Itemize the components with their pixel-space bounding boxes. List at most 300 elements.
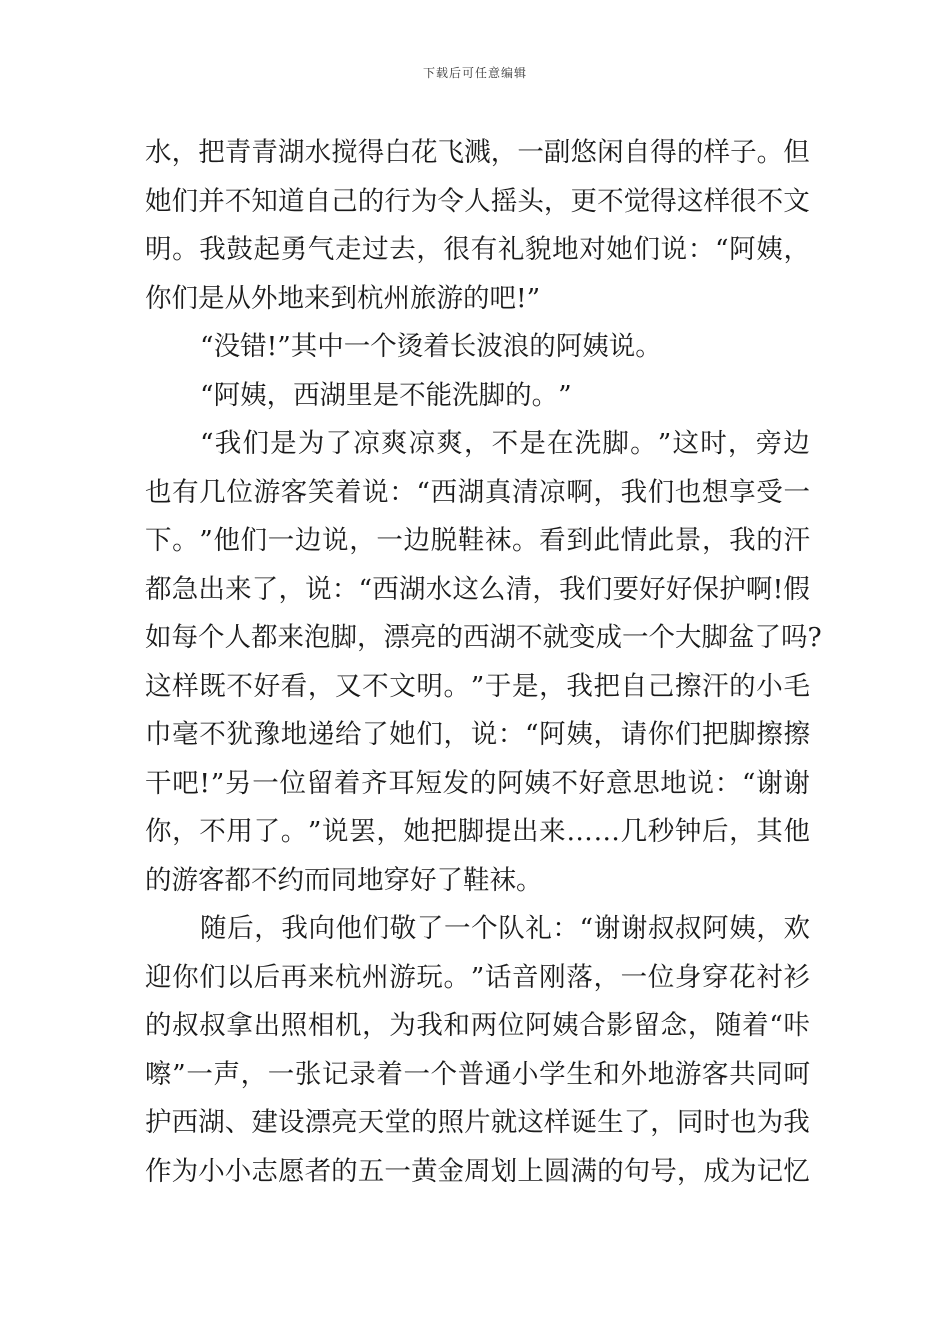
text-char: 人	[224, 622, 251, 653]
text-char: 烫	[396, 331, 424, 362]
text-char: 姨	[552, 1010, 579, 1041]
text-line	[145, 1002, 810, 1051]
page-header-note: 下载后可任意编辑	[422, 66, 527, 80]
text-char: 自	[304, 185, 332, 217]
text-char: 意	[605, 767, 633, 799]
text-char: ”	[277, 331, 291, 362]
text-char: 影	[606, 1010, 633, 1041]
text-char: 落	[566, 961, 593, 993]
text-char: 走	[334, 234, 362, 265]
text-char: 我	[566, 670, 593, 702]
text-char: 巾	[145, 719, 172, 750]
text-char: 了	[623, 1107, 651, 1138]
text-char: 。	[630, 428, 657, 459]
text-char: 和	[593, 1058, 620, 1090]
text-char: 她	[389, 719, 416, 750]
text-char: 。	[443, 670, 471, 702]
text-char: 起	[253, 234, 281, 265]
text-char: ，	[376, 816, 403, 847]
text-line	[145, 323, 810, 372]
text-char: 姨	[582, 331, 609, 362]
text-char: ，	[539, 670, 566, 702]
text-char: 毫	[172, 719, 199, 750]
text-char: 西	[463, 622, 490, 653]
text-char: ”	[307, 816, 322, 847]
text-char: 思	[633, 767, 660, 799]
text-char: 地	[357, 864, 384, 896]
text-char: 己	[331, 185, 358, 217]
text-char: 的	[469, 767, 497, 799]
text-char: 一	[517, 137, 544, 168]
text-char: 出	[512, 816, 539, 847]
text-char: ，	[593, 961, 620, 993]
text-char: 令	[437, 185, 465, 217]
text-char: ，	[702, 525, 729, 556]
text-char: 她	[403, 816, 430, 847]
text-char: 。	[516, 864, 543, 896]
text-char: 记	[322, 1058, 349, 1090]
text-char: 都	[145, 573, 172, 605]
text-char: 吗	[781, 622, 808, 653]
text-char: 脚	[478, 379, 506, 411]
text-char: 身	[674, 961, 702, 993]
text-char: 留	[306, 767, 334, 799]
text-char: 小	[224, 1155, 252, 1187]
text-char: 是	[270, 428, 297, 459]
text-char: 一	[376, 525, 403, 556]
text-char: 明	[416, 670, 443, 702]
text-char: ，	[650, 1107, 677, 1138]
text-char: ：	[714, 767, 742, 799]
text-char: 张	[294, 1058, 322, 1090]
text-char: 一	[403, 1058, 430, 1090]
text-char: 此	[647, 525, 675, 556]
text-char: ，	[463, 428, 491, 459]
text-char: 了	[325, 428, 352, 459]
text-char: 州	[383, 282, 410, 314]
text-char: 脚	[330, 622, 357, 653]
text-char: ，	[416, 234, 443, 265]
text-char: 波	[476, 331, 503, 362]
text-char: ，	[443, 719, 471, 750]
text-char: 对	[579, 234, 606, 265]
text-char: 啊	[745, 573, 773, 605]
text-char: 此	[593, 525, 620, 556]
text-char: 衬	[756, 961, 783, 993]
text-char: 我	[783, 1107, 810, 1138]
text-char: ，	[783, 234, 810, 265]
text-char: 念	[660, 1010, 688, 1041]
text-char: 小	[512, 1058, 539, 1090]
text-char: 错	[240, 331, 267, 362]
text-char: 爽	[380, 428, 408, 459]
text-char: 游	[389, 961, 416, 993]
text-char: 大	[675, 622, 702, 653]
text-char: 说	[608, 331, 636, 362]
text-char: 后	[702, 816, 729, 847]
text-char: 湖	[398, 573, 426, 605]
text-char: 花	[410, 137, 438, 168]
text-char: 天	[357, 1107, 385, 1138]
text-char: 湖	[319, 379, 347, 411]
text-char: 齐	[361, 767, 388, 799]
text-char: “	[524, 719, 539, 750]
text-char: 的	[357, 185, 385, 217]
text-char: 得	[650, 185, 677, 217]
text-char: 青	[251, 137, 278, 168]
text-char: 罢	[349, 816, 376, 847]
text-char: 青	[224, 137, 252, 168]
text-char: 们	[171, 282, 198, 314]
text-char: 急	[171, 573, 199, 605]
text-char: ，	[171, 137, 199, 168]
text-char: 诞	[570, 1107, 597, 1138]
text-char: 袜	[484, 525, 512, 556]
text-line	[145, 420, 810, 469]
text-char: 记	[756, 1155, 784, 1187]
text-char: 们	[242, 428, 269, 459]
text-char: ，	[172, 816, 199, 847]
text-char: 州	[362, 961, 389, 993]
text-char: 以	[226, 961, 253, 993]
text-char: 西	[372, 573, 399, 605]
text-char: 出	[198, 573, 225, 605]
text-char: ”	[172, 1058, 186, 1090]
text-char: 一	[343, 331, 371, 362]
text-char: 们	[362, 913, 390, 944]
text-char: 样	[543, 1107, 571, 1138]
text-char: 位	[226, 476, 253, 508]
text-line	[145, 1099, 810, 1148]
text-char: 学	[539, 1058, 566, 1090]
text-char: 看	[539, 525, 566, 556]
text-char: !	[199, 767, 211, 799]
text-char: 阿	[555, 331, 583, 362]
text-char: 里	[346, 379, 373, 411]
text-char: 游	[436, 282, 463, 314]
text-char: 毛	[783, 670, 810, 702]
text-char: 湖	[489, 622, 516, 653]
text-char: 一	[620, 961, 648, 993]
text-char: 景	[674, 525, 702, 556]
text-char: ”	[657, 428, 672, 459]
text-char: 假	[783, 573, 810, 605]
text-char: 随	[714, 1010, 742, 1041]
text-char: “	[769, 1010, 783, 1041]
text-char: 好	[410, 864, 437, 896]
text-char: 阿	[702, 913, 729, 944]
text-char: 我	[620, 476, 648, 508]
text-char: 了	[362, 719, 389, 750]
text-line	[145, 275, 810, 324]
text-char: ”	[470, 670, 485, 702]
text-char: 样	[703, 185, 730, 217]
text-char: 着	[333, 767, 361, 799]
text-char: 阿	[497, 767, 524, 799]
text-char: 水	[425, 573, 453, 605]
text-char: ，	[593, 719, 620, 750]
text-char: 能	[425, 379, 453, 411]
text-char: 建	[251, 1107, 278, 1138]
text-char: 于	[484, 670, 512, 702]
text-char: 护	[145, 1107, 172, 1138]
text-char: 湖	[198, 1107, 225, 1138]
text-char: 为	[389, 1010, 416, 1041]
text-char: 设	[277, 1107, 305, 1138]
text-char: 一	[267, 1058, 295, 1090]
text-char: 不	[199, 719, 226, 750]
text-char: 而	[304, 864, 331, 896]
text-char: 欢	[783, 913, 810, 944]
text-char: 声	[213, 1058, 240, 1090]
text-char: ：	[389, 476, 416, 508]
text-char: 外	[620, 1058, 648, 1090]
text-char: 几	[620, 816, 648, 847]
text-line	[145, 760, 810, 809]
text-char: 这	[145, 670, 172, 702]
text-char: 杭	[357, 282, 384, 314]
text-line	[145, 1148, 810, 1197]
text-char: 如	[145, 622, 172, 653]
text-char: 闲	[597, 137, 624, 168]
text-char: 。	[172, 234, 199, 265]
text-char: 汗	[702, 670, 729, 702]
text-char: ?	[807, 622, 822, 653]
text-char: 地	[647, 1058, 675, 1090]
text-char: 悠	[570, 137, 597, 168]
text-char: 嚓	[145, 1058, 172, 1090]
text-char: 阿	[539, 719, 566, 750]
text-char: 人	[464, 185, 491, 217]
text-char: 穿	[383, 864, 410, 896]
text-char: 擦	[783, 719, 810, 750]
text-char: 花	[729, 961, 756, 993]
text-char: 鼓	[226, 234, 253, 265]
text-char: 豫	[253, 719, 281, 750]
text-char: 叔	[647, 913, 675, 944]
text-char: 西	[171, 1107, 199, 1138]
text-char: 姨	[524, 767, 551, 799]
text-char: 我	[559, 573, 586, 605]
text-char: ：	[331, 573, 359, 605]
text-char: 干	[145, 767, 172, 799]
text-line	[145, 954, 810, 1003]
text-char: 汗	[783, 525, 810, 556]
text-char: 谢	[783, 767, 810, 799]
text-char: 队	[498, 913, 525, 944]
text-char: 阿	[213, 379, 241, 411]
text-char: 更	[570, 185, 597, 217]
text-char: 得	[650, 137, 677, 168]
text-char: 头	[517, 185, 544, 217]
text-char: 其	[756, 816, 783, 847]
text-char: 泡	[304, 622, 331, 653]
text-char: 着	[423, 331, 450, 362]
text-char: ：	[497, 719, 525, 750]
text-char: 秒	[647, 816, 675, 847]
text-char: “	[416, 476, 430, 508]
text-char: 相	[307, 1010, 335, 1041]
text-char: 边	[783, 428, 810, 459]
text-char: 通	[484, 1058, 512, 1090]
text-char: 他	[783, 816, 810, 847]
text-char: 来	[304, 282, 331, 314]
text-char: 在	[547, 428, 574, 459]
text-char: 好	[665, 573, 693, 605]
text-char: !	[772, 573, 784, 605]
text-char: 后	[253, 961, 281, 993]
text-char: 敬	[389, 913, 417, 944]
text-char: 们	[585, 573, 613, 605]
text-char: 位	[279, 767, 306, 799]
text-char: ，	[266, 379, 294, 411]
text-char: 犹	[226, 719, 253, 750]
text-char: “	[741, 767, 756, 799]
text-char: 长	[449, 331, 477, 362]
text-char: 你	[172, 961, 199, 993]
text-char: 水	[304, 137, 332, 168]
text-char: 清	[505, 573, 533, 605]
text-char: 洗	[452, 379, 479, 411]
text-char: ，	[490, 137, 518, 168]
text-char: “	[200, 428, 214, 459]
text-char: 玩	[416, 961, 443, 993]
text-char: 看	[280, 670, 308, 702]
text-char: 文	[389, 670, 416, 702]
text-char: 随	[200, 913, 227, 944]
text-char: ，	[307, 670, 335, 702]
text-char: 了	[436, 864, 463, 896]
text-char: 脚	[729, 719, 756, 750]
text-char: 小	[198, 1155, 225, 1187]
text-char: 不	[362, 670, 389, 702]
text-char: 溅	[464, 137, 491, 168]
text-char: 袜	[489, 864, 516, 896]
text-char: 两	[470, 1010, 498, 1041]
text-char: 就	[490, 1107, 518, 1138]
text-char: 来	[539, 816, 566, 847]
text-char: 边	[403, 525, 430, 556]
text-char: 漂	[383, 622, 410, 653]
text-char: 都	[224, 864, 251, 896]
text-char: “	[200, 331, 214, 362]
text-char: 约	[277, 864, 304, 896]
text-char: 为	[410, 185, 438, 217]
text-char: 但	[783, 137, 810, 168]
text-char: 的	[676, 137, 704, 168]
text-char: 也	[674, 476, 702, 508]
text-char: 了	[251, 573, 279, 605]
text-char: 位	[497, 1010, 525, 1041]
text-char: 护	[719, 573, 746, 605]
text-char: 成	[595, 622, 622, 653]
text-char: 摇	[490, 185, 518, 217]
text-char: ”	[199, 525, 213, 556]
text-char: ，	[729, 816, 756, 847]
text-char: 又	[334, 670, 362, 702]
text-char: 亮	[331, 1107, 358, 1138]
text-char: 这	[452, 573, 479, 605]
text-char: 把	[593, 670, 620, 702]
document-body	[145, 129, 822, 1196]
text-char: 。	[280, 816, 308, 847]
text-char: 样	[172, 670, 199, 702]
text-char: 留	[633, 1010, 661, 1041]
text-char: 来	[277, 622, 304, 653]
text-char: 忆	[783, 1155, 810, 1187]
text-char: 个	[198, 622, 225, 653]
text-char: 的	[729, 670, 756, 702]
text-char: 漂	[304, 1107, 332, 1138]
text-char: 不	[551, 767, 578, 799]
text-char: 着	[376, 1058, 403, 1090]
text-char: ，	[362, 1010, 389, 1041]
text-char: 愿	[277, 1155, 305, 1187]
text-char: 一	[443, 913, 471, 944]
text-char: 明	[145, 234, 172, 265]
text-char: 搅	[331, 137, 358, 168]
text-char: 爽	[436, 428, 463, 459]
text-char: 的	[331, 1155, 358, 1187]
text-char: 着	[742, 1010, 769, 1041]
text-char: 谢	[593, 913, 621, 944]
text-char: 道	[277, 185, 305, 217]
text-char: 地	[660, 767, 687, 799]
text-char: 机	[334, 1010, 362, 1041]
text-char: 湖	[457, 476, 485, 508]
text-char: 说	[305, 573, 332, 605]
text-char: 不	[756, 185, 784, 217]
text-char: 游	[253, 476, 281, 508]
text-char: 。	[635, 331, 662, 362]
text-char: “	[200, 379, 214, 411]
text-char: 貌	[524, 234, 552, 265]
text-char: 我	[199, 234, 226, 265]
text-char: 钟	[674, 816, 702, 847]
text-char: 一	[186, 1058, 213, 1090]
text-char: ，	[676, 1155, 704, 1187]
text-char: 脚	[602, 428, 629, 459]
text-char: 个	[370, 331, 397, 362]
text-char: 自	[623, 137, 651, 168]
text-line	[145, 614, 822, 663]
text-char: ，	[543, 185, 571, 217]
text-char: 客	[198, 864, 225, 896]
text-char: 说	[362, 476, 389, 508]
text-char: 了	[754, 622, 781, 653]
text-char: ，	[349, 525, 376, 556]
text-char: 迎	[145, 961, 172, 993]
text-char: 们	[633, 234, 661, 265]
text-char: 这	[672, 428, 699, 459]
text-char: 再	[280, 961, 308, 993]
text-char: 盆	[728, 622, 755, 653]
text-char: 一	[622, 622, 649, 653]
text-line	[145, 469, 810, 518]
text-line	[145, 178, 810, 227]
text-char: 也	[145, 476, 172, 508]
text-char: 行	[384, 185, 411, 217]
text-char: 一	[783, 476, 810, 508]
text-char: “	[358, 573, 373, 605]
text-char: 保	[692, 573, 719, 605]
text-char: 己	[647, 670, 675, 702]
text-char: 周	[464, 1155, 491, 1187]
text-char: 耳	[388, 767, 415, 799]
text-char: 录	[349, 1058, 376, 1090]
text-char: 合	[579, 1010, 606, 1041]
text-char: 一	[384, 1155, 411, 1187]
